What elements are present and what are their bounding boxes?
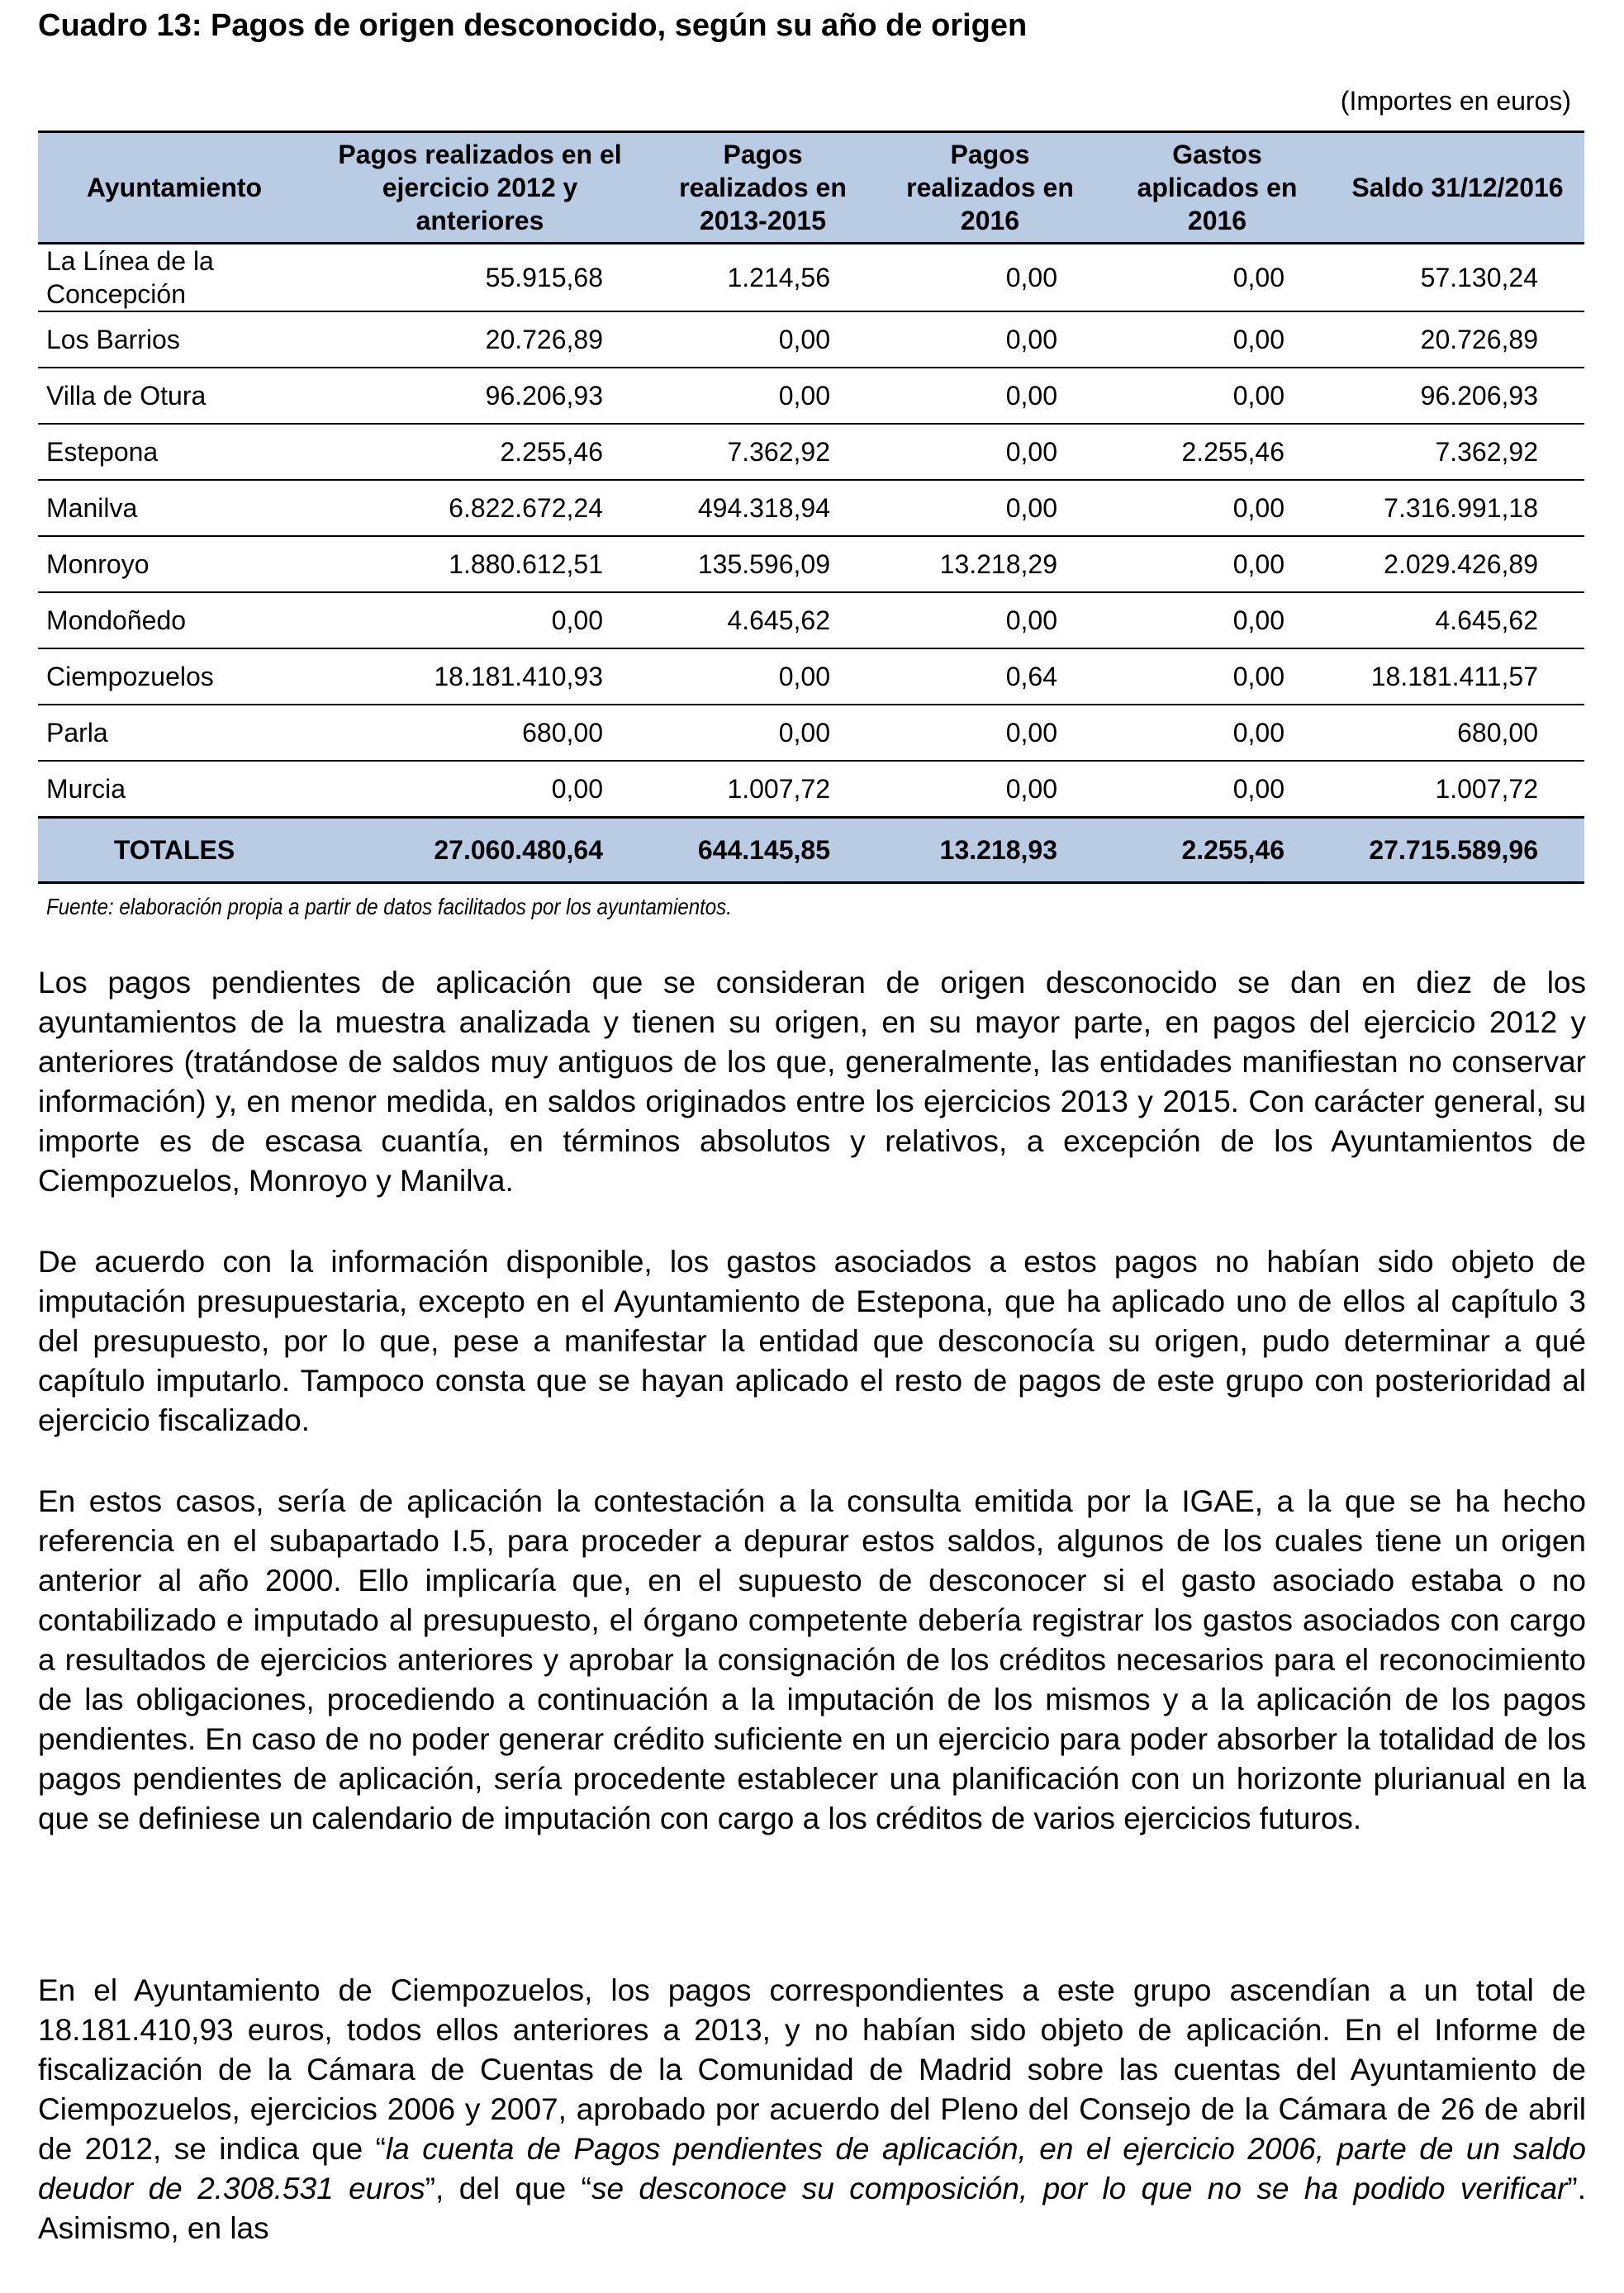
paragraph-4-text-b: ”, del que “ bbox=[425, 2172, 591, 2205]
cell-value: 0,00 bbox=[876, 480, 1104, 536]
cell-value: 57.130,24 bbox=[1331, 244, 1584, 312]
cell-value: 0,64 bbox=[876, 648, 1104, 705]
cell-value: 18.181.411,57 bbox=[1331, 648, 1584, 705]
table-row bbox=[38, 368, 1584, 424]
cell-value: 0,00 bbox=[876, 368, 1104, 424]
cell-value: 0,00 bbox=[649, 705, 876, 761]
table-header-row bbox=[38, 132, 1584, 244]
cell-value: 13.218,29 bbox=[876, 536, 1104, 592]
header-pagos-2016: Pagos realizados en 2016 bbox=[876, 132, 1104, 244]
cell-value: 1.007,72 bbox=[1331, 761, 1584, 818]
paragraph-1: Los pagos pendientes de aplicación que se consideran de origen desconocido se dan en diez de los ayuntamientos de la muestra analizada y tienen su origen, en su mayor parte, en pagos del ejercicio 2012 y anteriores (tratándose de saldos muy antiguos de los que, generalmente, las entidades manifiestan no conservar información) y, en menor medida, en saldos originados entre los ejercicios 2013 y 2015. Con carácter general, su importe es de escasa cuantía, en términos absolutos y relativos, a excepción de los Ayuntamientos de Ciempozuelos, Monroyo y Manilva. bbox=[38, 966, 1586, 1198]
table-row bbox=[38, 311, 1584, 368]
cell-value: 0,00 bbox=[876, 244, 1104, 312]
cell-value: 494.318,94 bbox=[649, 480, 876, 536]
total-value: 27.060.480,64 bbox=[311, 818, 649, 883]
quote-cuenta-pagos: la cuenta de Pagos pendientes de aplicación, en el ejercicio 2006, parte de un saldo deudor de 2.308.531 euros bbox=[38, 2132, 1586, 2205]
cell-value: 1.214,56 bbox=[649, 244, 876, 312]
header-saldo: Saldo 31/12/2016 bbox=[1331, 132, 1584, 244]
cell-value: 6.822.672,24 bbox=[311, 480, 649, 536]
row-name: Estepona bbox=[38, 424, 311, 480]
quote-desconoce: se desconoce su composición, por lo que no se ha podido verificar bbox=[591, 2172, 1568, 2205]
cell-value: 0,00 bbox=[649, 368, 876, 424]
cell-value: 135.596,09 bbox=[649, 536, 876, 592]
header-pagos-2012: Pagos realizados en el ejercicio 2012 y anteriores bbox=[311, 132, 649, 244]
cell-value: 1.880.612,51 bbox=[311, 536, 649, 592]
header-ayuntamiento: Ayuntamiento bbox=[38, 132, 311, 244]
cell-value: 2.255,46 bbox=[311, 424, 649, 480]
table-row bbox=[38, 592, 1584, 648]
cell-value: 7.362,92 bbox=[1331, 424, 1584, 480]
cell-value: 0,00 bbox=[1104, 761, 1331, 818]
totals-label: TOTALES bbox=[38, 818, 311, 883]
row-name: Villa de Otura bbox=[38, 368, 311, 424]
table-row bbox=[38, 480, 1584, 536]
header-gastos-2016: Gastos aplicados en 2016 bbox=[1104, 132, 1331, 244]
paragraph-3: En estos casos, sería de aplicación la contestación a la consulta emitida por la IGAE, a la que se ha hecho referencia en el subapartado I.5, para proceder a depurar estos saldos, algunos de los cuales tiene un origen anterior al año 2000. Ello implicaría que, en el supuesto de desconocer si el gasto asociado estaba o no contabilizado e imputado al presupuesto, el órgano competente debería registrar los gastos asociados con cargo a resultados de ejercicios anteriores y aprobar la consignación de los créditos necesarios para el reconocimiento de las obligaciones, procediendo a continuación a la imputación de los mismos y a la aplicación de los pagos pendientes. En caso de no poder generar crédito suficiente en un ejercicio para poder absorber la totalidad de los pagos pendientes de aplicación, sería procedente establecer una planificación con un horizonte plurianual en la que se definiese un calendario de imputación con cargo a los créditos de varios ejercicios futuros. bbox=[38, 1484, 1586, 1835]
total-value: 644.145,85 bbox=[649, 818, 876, 883]
cell-value: 0,00 bbox=[1104, 648, 1331, 705]
cell-value: 0,00 bbox=[1104, 592, 1331, 648]
table-row bbox=[38, 705, 1584, 761]
table-title: Cuadro 13: Pagos de origen desconocido, según su año de origen bbox=[38, 8, 1028, 43]
row-name: Mondoñedo bbox=[38, 592, 311, 648]
total-value: 2.255,46 bbox=[1104, 818, 1331, 883]
cell-value: 680,00 bbox=[311, 705, 649, 761]
cell-value: 0,00 bbox=[1104, 480, 1331, 536]
paragraph-2: De acuerdo con la información disponible, los gastos asociados a estos pagos no habían sido objeto de imputación presupuestaria, excepto en el Ayuntamiento de Estepona, que ha aplicado uno de ellos al capítulo 3 del presupuesto, por lo que, pese a manifestar la entidad que desconocía su origen, pudo determinar a qué capítulo imputarlo. Tampoco consta que se hayan aplicado el resto de pagos de este grupo con posterioridad al ejercicio fiscalizado. bbox=[38, 1245, 1586, 1437]
cell-value: 7.362,92 bbox=[649, 424, 876, 480]
cell-value: 55.915,68 bbox=[311, 244, 649, 312]
cell-value: 18.181.410,93 bbox=[311, 648, 649, 705]
cell-value: 96.206,93 bbox=[311, 368, 649, 424]
table-row bbox=[38, 536, 1584, 592]
row-name: Los Barrios bbox=[38, 311, 311, 368]
row-name: Manilva bbox=[38, 480, 311, 536]
units-note: (Importes en euros) bbox=[1340, 86, 1571, 116]
row-name: Ciempozuelos bbox=[38, 648, 311, 705]
cell-value: 0,00 bbox=[876, 705, 1104, 761]
cell-value: 20.726,89 bbox=[311, 311, 649, 368]
table-row bbox=[38, 761, 1584, 818]
paragraph-4-text: En el Ayuntamiento de Ciempozuelos, los pagos correspondientes a este grupo ascendían a un total de 18.181.410,93 euros, todos ellos anteriores a 2013, y no habían sido objeto de aplicación. En el Informe de fiscalización de la Cámara de Cuentas de la Comunidad de Madrid sobre las cuentas del Ayuntamiento de Ciempozuelos, ejercicios 2006 y 2007, aprobado por acuerdo del Pleno del Consejo de la Cámara de 26 de abril de 2012, se indica que “ bbox=[38, 1973, 1586, 2166]
cell-value: 0,00 bbox=[876, 311, 1104, 368]
table-row bbox=[38, 244, 1584, 312]
cell-value: 0,00 bbox=[311, 761, 649, 818]
cell-value: 680,00 bbox=[1331, 705, 1584, 761]
cell-value: 0,00 bbox=[1104, 244, 1331, 312]
table-row bbox=[38, 648, 1584, 705]
row-name: Parla bbox=[38, 705, 311, 761]
header-pagos-2013-2015: Pagos realizados en 2013-2015 bbox=[649, 132, 876, 244]
total-value: 13.218,93 bbox=[876, 818, 1104, 883]
cell-value: 1.007,72 bbox=[649, 761, 876, 818]
cell-value: 0,00 bbox=[1104, 705, 1331, 761]
paragraph-4-text-c: ”. Asimismo, en las bbox=[38, 2172, 1586, 2245]
cell-value: 4.645,62 bbox=[649, 592, 876, 648]
totals-row bbox=[38, 818, 1584, 883]
cell-value: 0,00 bbox=[1104, 311, 1331, 368]
cell-value: 0,00 bbox=[311, 592, 649, 648]
cell-value: 20.726,89 bbox=[1331, 311, 1584, 368]
row-name: Murcia bbox=[38, 761, 311, 818]
payments-table bbox=[38, 131, 1584, 884]
cell-value: 7.316.991,18 bbox=[1331, 480, 1584, 536]
cell-value: 4.645,62 bbox=[1331, 592, 1584, 648]
cell-value: 0,00 bbox=[876, 761, 1104, 818]
source-note: Fuente: elaboración propia a partir de datos facilitados por los ayuntamientos. bbox=[46, 894, 732, 919]
cell-value: 0,00 bbox=[1104, 368, 1331, 424]
cell-value: 0,00 bbox=[876, 592, 1104, 648]
cell-value: 0,00 bbox=[649, 311, 876, 368]
total-value: 27.715.589,96 bbox=[1331, 818, 1584, 883]
row-name: La Línea de la Concepción bbox=[38, 244, 311, 312]
row-name: Monroyo bbox=[38, 536, 311, 592]
cell-value: 0,00 bbox=[649, 648, 876, 705]
table-row bbox=[38, 424, 1584, 480]
cell-value: 2.255,46 bbox=[1104, 424, 1331, 480]
cell-value: 96.206,93 bbox=[1331, 368, 1584, 424]
cell-value: 2.029.426,89 bbox=[1331, 536, 1584, 592]
paragraph-4 bbox=[38, 1971, 1586, 2248]
cell-value: 0,00 bbox=[876, 424, 1104, 480]
cell-value: 0,00 bbox=[1104, 536, 1331, 592]
